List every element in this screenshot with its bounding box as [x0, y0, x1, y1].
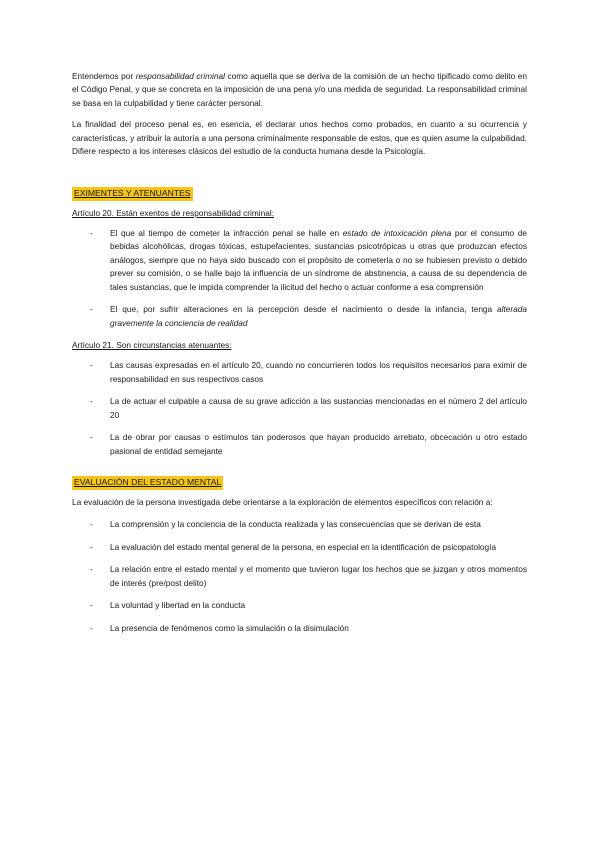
list-item: - La de obrar por causas o estímulos tan poderosos que hayan producido arrebato, obcecación u otro estado pasional de entidad semejante [90, 432, 527, 456]
section-evaluacion [72, 476, 527, 635]
evaluation-intro: La evaluación de la persona investigada debe orientarse a la exploración de elementos específicos con relación a: [72, 497, 493, 508]
section-heading-evaluacion: EVALUACIÓN DEL ESTADO MENTAL [72, 476, 223, 490]
list-item: - La de actuar el culpable a causa de su grave adicción a las sustancias mencionadas en el número 2 del artículo 20 [90, 396, 527, 420]
intro-paragraph-2: La finalidad del proceso penal es, en esencia, el declarar unos hechos como probados, en cuanto a su ocurrencia y características, y atribuir la autoría a una persona criminalmente responsable de estos, que es quien asume la culpabilidad. Difiere respecto a los intereses clásicos del estudio de la conducta humana desde la Psicología. [72, 119, 527, 157]
article-21-list [72, 359, 527, 458]
article-20-list [72, 227, 527, 330]
section-eximentes [72, 187, 527, 458]
article-20-title: Artículo 20. Están exentos de responsabilidad criminal: [72, 207, 275, 218]
list-item: - La presencia de fenómenos como la simulación o la disimulación [90, 622, 349, 633]
list-item: - El que, por sufrir alteraciones en la percepción desde el nacimiento o desde la infancia, tenga alterada gravemente la conciencia de realidad [90, 304, 527, 328]
list-item: - Las causas expresadas en el artículo 20, cuando no concurrieren todos los requisitos necesarios para eximir de responsabilidad en sus respectivos casos [90, 360, 527, 384]
section-heading-eximentes: EXIMENTES Y ATENUANTES [72, 187, 193, 201]
list-item: - La evaluación del estado mental general de la persona, en especial en la identificación de psicopatología [90, 541, 497, 552]
intro-paragraph-1: Entendemos por responsabilidad criminal como aquella que se deriva de la comisión de un hecho tipificado como delito en el Código Penal, y que se concreta en la imposición de una pena y/o una medida de seguridad. La responsabilidad criminal se basa en la culpabilidad y tiene carácter personal. [72, 71, 527, 108]
list-item: - La comprensión y la conciencia de la conducta realizada y las consecuencias que se derivan de esta [90, 519, 481, 530]
evaluation-list [72, 518, 527, 635]
list-item: - La relación entre el estado mental y el momento que tuvieron lugar los hechos que se juzgan y otros momentos de interés (pre/post delito) [90, 564, 527, 588]
list-item: - El que al tiempo de cometer la infracción penal se halle en estado de intoxicación plena por el consumo de bebidas alcohólicas, drogas tóxicas, estupefacientes, sustancias psicotrópicas u otras que produzcan efectos análogos, siempre que no haya sido buscado con el propósito de cometerla o no se hubiesen previsto o debido prever su comisión, o se halle bajo la influencia de un síndrome de abstinencia, a causa de su dependencia de tales sustancias, que le impida comprender la ilicitud del hecho o actuar conforme a esa comprensión [90, 227, 527, 292]
document-content [72, 70, 527, 644]
list-item: - La voluntad y libertad en la conducta [90, 600, 246, 611]
article-21-title: Artículo 21. Son circunstancias atenuantes: [72, 340, 232, 351]
